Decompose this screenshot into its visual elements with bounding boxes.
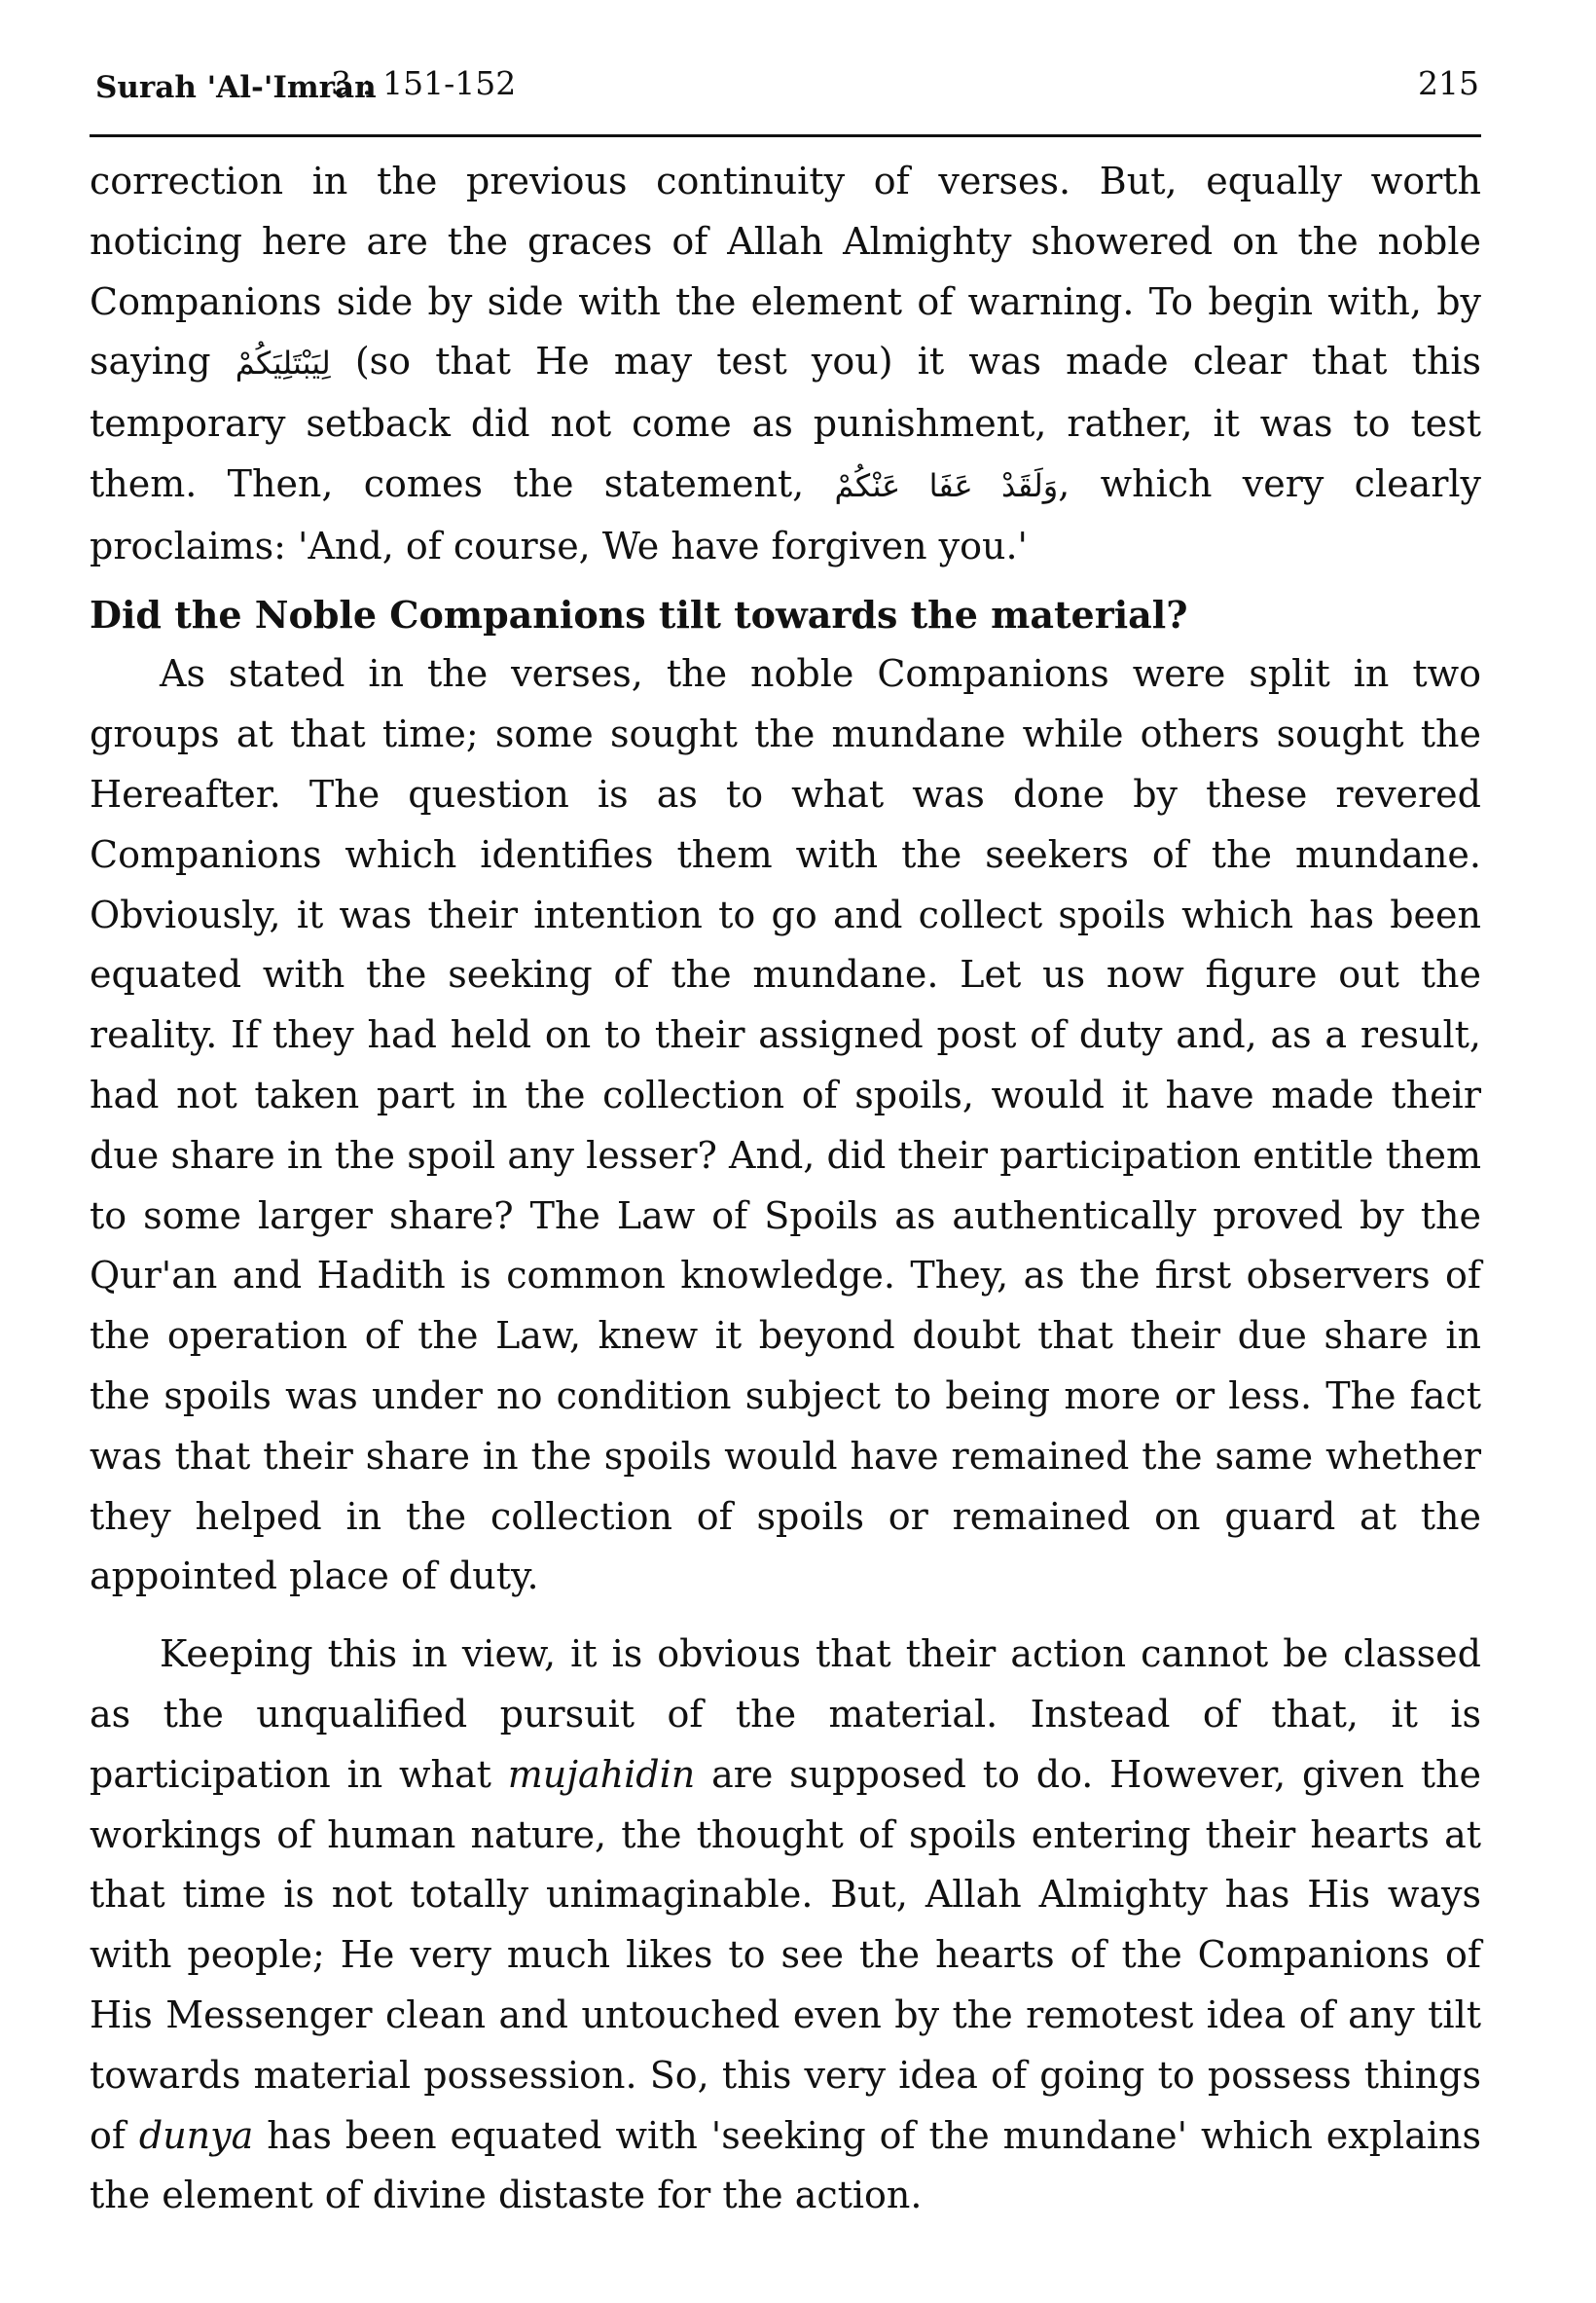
running-header	[90, 58, 1481, 113]
paragraph-continuation	[90, 152, 1481, 577]
verse-range: 3 : 151-152	[331, 64, 517, 102]
arabic-phrase-test: لِيَبْتَلِيَكُمْ	[235, 345, 331, 383]
para1-text-1: correction in the previous continuity of verses. But, equally worth noticing here are the graces of Allah Almighty showered on the noble Companions side by side with the element of warning. To begin with, by saying	[90, 160, 1481, 384]
para3-text-2: are supposed to do. However, given the workings of human nature, the thought of spoils entering their hearts at that time is not totally unimaginable. But, Allah Almighty has His ways with people; He very much likes to see the hearts of the Companions of His Messenger clean and untouched even by the remotest idea of any tilt towards material possession. So, this very idea of going to possess things of	[90, 1752, 1481, 2157]
arabic-phrase-forgiven: وَلَقَدْ عَفَا عَنْكُمْ	[834, 466, 1059, 504]
term-mujahidin: mujahidin	[507, 1752, 696, 1796]
para3-text-3: has been equated with 'seeking of the mundane' which explains the element of divine distaste for the action.	[90, 2113, 1481, 2217]
section-heading: Did the Noble Companions tilt towards the material?	[90, 592, 1188, 637]
para3-text-1: Keeping this in view, it is obvious that their action cannot be classed as the unqualified pursuit of the material. Instead of that, it is participation in what	[90, 1632, 1481, 1796]
paragraph-companions-split: As stated in the verses, the noble Companions were split in two groups at that time; some sought the mundane while others sought the Hereafter. The question is as to what was done by these revered Companions which identifies them with the seekers of the mundane. Obviously, it was their intention to go and collect spoils which has been equated with the seeking of the mundane. Let us now figure out the reality. If they had held on to their assigned post of duty and, as a result, had not taken part in the collection of spoils, would it have made their due share in the spoil any lesser? And, did their participation entitle them to some larger share? The Law of Spoils as authentically proved by the Qur'an and Hadith is common knowledge. They, as the first observers of the operation of the Law, knew it beyond doubt that their due share in the spoils was under no condition subject to being more or less. The fact was that their share in the spoils would have remained the same whether they helped in the collection of spoils or remained on guard at the appointed place of duty.	[90, 652, 1481, 1598]
term-dunya: dunya	[138, 2113, 254, 2157]
surah-title: Surah 'Al-'Imran	[95, 70, 377, 105]
para1-text-2: (so that He may test you) it was made clear that this temporary setback did not come as punishment, rather, it was to test them. Then, comes the statement,	[90, 340, 1482, 505]
paragraph-keeping-in-view	[90, 1625, 1481, 2226]
book-page	[90, 58, 1482, 2217]
page-body	[90, 152, 1481, 2226]
para1-text-3: , which very clearly proclaims: 'And, of course, We have forgiven you.'	[90, 461, 1482, 567]
page-number: 215	[1418, 64, 1479, 102]
header-rule	[90, 134, 1481, 137]
